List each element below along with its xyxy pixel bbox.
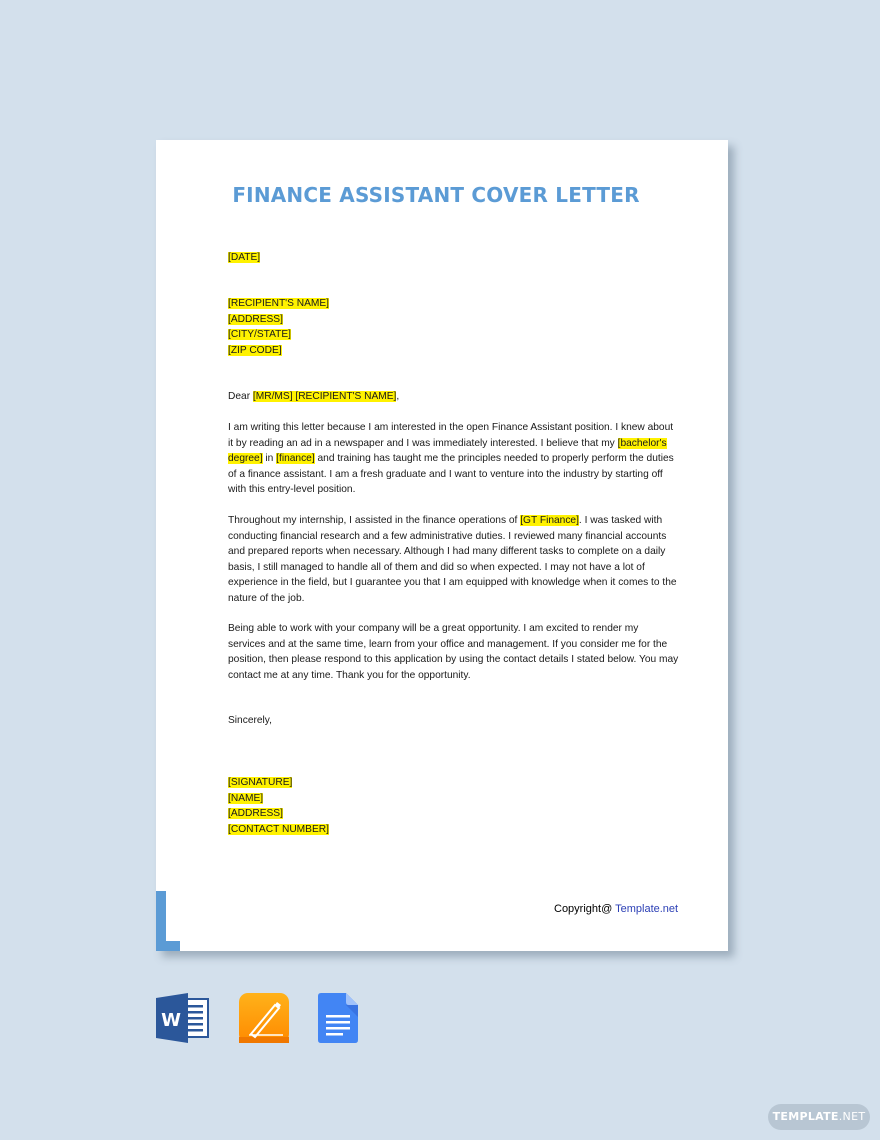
p1-text: it by reading an ad in a newspaper and I was immediately interested. I believe that my <box>228 437 618 449</box>
degree-placeholder: [bachelor's <box>617 437 667 449</box>
salutation-name-placeholder: [MR/MS] [RECIPIENT'S NAME] <box>252 391 397 402</box>
microsoft-word-icon[interactable] <box>156 993 210 1043</box>
p1-text: and training has taught me the principles needed to properly perform the duties <box>314 453 674 464</box>
copyright-notice <box>554 903 678 915</box>
signature-placeholder: [SIGNATURE] <box>228 777 293 788</box>
watermark-bold: TEMPLATE <box>772 1110 839 1123</box>
paragraph-2 <box>228 513 688 606</box>
template-net-watermark <box>768 1104 870 1130</box>
recipient-block <box>228 296 688 358</box>
google-docs-icon[interactable] <box>318 993 358 1043</box>
p1-text: in <box>262 453 277 464</box>
paragraph-1 <box>228 420 688 498</box>
p2-line: nature of the job. <box>228 592 305 604</box>
p1-line: of a finance assistant. I am a fresh graduate and I want to venture into the industry by starting off <box>228 468 663 480</box>
date-field <box>228 250 688 266</box>
apple-pages-icon[interactable] <box>239 993 289 1043</box>
name-placeholder: [NAME] <box>228 792 264 804</box>
p2-line: basis, I still managed to handle all of them and did so when expected. I may not have a lot of <box>228 561 645 573</box>
p2-text: Throughout my internship, I assisted in the finance operations of <box>228 515 521 526</box>
paragraph-3 <box>228 621 688 683</box>
salutation-prefix: Dear <box>228 391 253 402</box>
recipient-city-placeholder: [CITY/STATE] <box>228 329 292 340</box>
p2-line: experience in the field, but I guarantee you that I am equipped with knowledge when it comes to the <box>228 577 677 588</box>
p1-line: I am writing this letter because I am interested in the open Finance Assistant position. I knew about <box>228 422 674 433</box>
document-title: FINANCE ASSISTANT COVER LETTER <box>232 183 640 207</box>
watermark-rest: .NET <box>838 1110 866 1123</box>
copyright-prefix: Copyright@ <box>554 903 616 915</box>
address-placeholder: [ADDRESS] <box>228 808 283 819</box>
signature-block <box>228 775 688 837</box>
salutation <box>228 389 688 405</box>
p2-line: conducting financial research and a few administrative duties. I reviewed many financial accounts <box>228 530 667 542</box>
field-placeholder: [finance] <box>276 453 315 464</box>
date-placeholder: [DATE] <box>228 252 261 263</box>
p3-line: Being able to work with your company will be a great opportunity. I am excited to render my <box>228 623 639 634</box>
p3-line: position, then please respond to this application by using the contact details I stated below. You may <box>228 654 679 665</box>
p2-line: and prepared reports when necessary. Although I had many different tasks to complete on a daily <box>228 546 666 557</box>
p3-line: contact me at any time. Thank you for the opportunity. <box>228 669 471 681</box>
closing-text: Sincerely, <box>228 715 272 726</box>
p3-line: services and at the same time, learn from your office and management. If you consider me for the <box>228 638 668 650</box>
svg-text:W: W <box>161 1010 181 1031</box>
contact-placeholder: [CONTACT NUMBER] <box>228 823 329 835</box>
p2-text: . I was tasked with <box>578 515 663 526</box>
degree-placeholder-end: degree] <box>228 453 263 464</box>
closing <box>228 713 688 729</box>
recipient-address-placeholder: [ADDRESS] <box>228 313 283 325</box>
corner-accent-horizontal <box>156 941 180 951</box>
template-net-link[interactable]: Template.net <box>615 903 679 915</box>
recipient-name-placeholder: [RECIPIENT'S NAME] <box>228 298 330 309</box>
salutation-suffix: , <box>396 391 400 402</box>
company-placeholder: [GT Finance] <box>520 515 579 526</box>
p1-line: with this entry-level position. <box>228 484 356 495</box>
recipient-zip-placeholder: [ZIP CODE] <box>228 344 282 356</box>
